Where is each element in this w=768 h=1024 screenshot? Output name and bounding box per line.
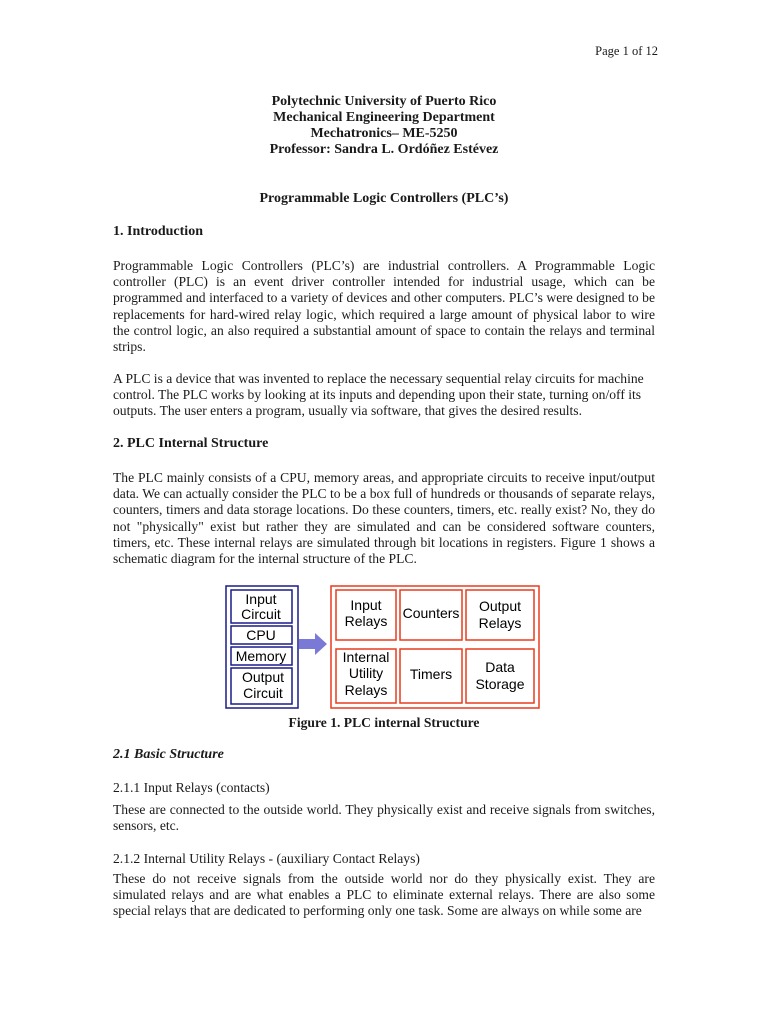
timers-label: Timers (409, 666, 453, 682)
input-circuit-line1: Input (245, 591, 277, 607)
section-heading-introduction: 1. Introduction (113, 224, 203, 239)
document-title: Programmable Logic Controllers (PLC’s) (259, 191, 509, 206)
counters-label: Counters (402, 605, 460, 621)
output-circuit-line2: Circuit (243, 685, 283, 701)
input-circuit-line2: Circuit (241, 606, 281, 622)
output-relays-line2: Relays (478, 615, 522, 631)
professor-name: Professor: Sandra L. Ordóñez Estévez (269, 142, 499, 157)
figure-caption: Figure 1. PLC internal Structure (288, 715, 480, 730)
plc-structure-diagram (0, 580, 768, 710)
course-name: Mechatronics– ME-5250 (310, 126, 458, 141)
intro-paragraph-2: A PLC is a device that was invented to replace the necessary sequential relay circuits for machine control. The PLC works by looking at its inputs and depending upon their state, turning on/off its outputs. The user enters a program, usually via software, that gives the desired results. (113, 371, 644, 419)
document-header (0, 94, 768, 158)
section-heading-basic-structure: 2.1 Basic Structure (113, 747, 224, 762)
cpu-label: CPU (246, 627, 276, 643)
internal-utility-relays-paragraph: These do not receive signals from the outside world nor do they physically exist. They are simulated relays and are what enables a PLC to eliminate external relays. There are also some special relays that are dedicated to performing only one task. Some are always on while some are (113, 871, 655, 919)
plc-structure-figure (0, 580, 768, 710)
input-relays-paragraph: These are connected to the outside world. They physically exist and receive signals from switches, sensors, etc. (113, 802, 655, 834)
section-heading-internal-structure: 2. PLC Internal Structure (113, 436, 269, 451)
output-circuit-line1: Output (241, 669, 285, 685)
input-relays-line2: Relays (344, 613, 388, 629)
page-number: Page 1 of 12 (595, 44, 658, 58)
subsection-heading-input-relays: 2.1.1 Input Relays (contacts) (113, 780, 270, 795)
university-name: Polytechnic University of Puerto Rico (271, 94, 497, 109)
intro-paragraph-1: Programmable Logic Controllers (PLC’s) are industrial controllers. A Programmable Logic controller (PLC) is an event driver controller intended for industrial usage, which can be programmed and interfaced to a variety of devices and other computers. PLC’s were designed to be replacements for hard-wired relay logic, which required a large amount of physical labor to wire the control logic, an also required a substantial amount of space to contain the relays and terminal strips. (113, 258, 655, 355)
arrow-icon (299, 633, 327, 655)
subsection-heading-internal-utility-relays: 2.1.2 Internal Utility Relays - (auxiliary Contact Relays) (113, 851, 420, 866)
memory-label: Memory (235, 648, 287, 664)
internal-utility-relays-line2: Utility (348, 665, 384, 681)
department-name: Mechanical Engineering Department (273, 110, 495, 125)
internal-utility-relays-line1: Internal (342, 649, 390, 665)
data-storage-line2: Storage (475, 676, 525, 692)
internal-structure-paragraph: The PLC mainly consists of a CPU, memory areas, and appropriate circuits to receive input/output data. We can actually consider the PLC to be a box full of hundreds or thousands of separate relays, counters, timers and data storage locations. Do these counters, timers, etc. really exist? No, they do not "physically" exist but rather they are simulated and can be considered software counters, timers, etc. These internal relays are simulated through bit locations in registers. Figure 1 shows a schematic diagram for the internal structure of the PLC. (113, 470, 655, 567)
input-relays-line1: Input (350, 597, 382, 613)
output-relays-line1: Output (478, 598, 522, 614)
data-storage-line1: Data (485, 659, 515, 675)
internal-utility-relays-line3: Relays (344, 682, 388, 698)
